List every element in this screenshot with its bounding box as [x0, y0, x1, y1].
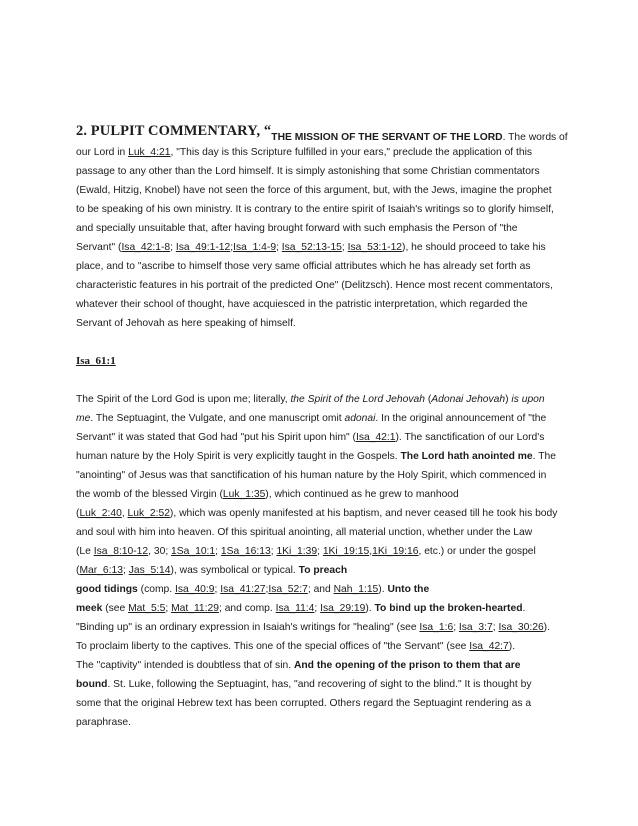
text-run: ), which was openly manifested at his baptism, and never ceased till he took his body	[169, 508, 558, 519]
text-run: ;	[230, 242, 234, 253]
scripture-reference-link[interactable]: 1Sa_10:1	[171, 546, 216, 557]
scripture-reference-link[interactable]: Mat_5:5	[128, 603, 166, 614]
text-run: ;	[122, 565, 129, 576]
text-run: human nature by the Holy Spirit is very explicitly taught in the Gospels.	[76, 451, 401, 462]
text-line	[76, 200, 566, 219]
text-line	[76, 618, 566, 637]
text-run: ;	[165, 603, 172, 614]
text-line	[76, 276, 566, 295]
text-line	[76, 675, 566, 694]
text-run: ;	[215, 546, 221, 557]
text-line	[76, 637, 566, 656]
text-run: , etc.) or under the gospel	[418, 546, 536, 557]
text-line	[76, 694, 566, 713]
text-run: and soul with him into heaven. Of this spiritual anointing, all material unction, whether under the Law	[76, 527, 533, 538]
italic-phrase: the Spirit of the Lord Jehovah	[290, 394, 425, 405]
text-run: ;	[265, 584, 269, 595]
text-run: (Ewald, Hitzig, Knobel) have not seen the force of this argument, but, with the Jews, imagine the prophet	[76, 185, 552, 196]
text-run: ;	[341, 242, 348, 253]
scripture-reference-link[interactable]: Isa_41:27	[220, 584, 266, 595]
text-run: ), which continued as he grew to manhood	[265, 489, 459, 500]
text-run: (Le	[76, 546, 94, 557]
scripture-reference-link[interactable]: Isa_3:7	[458, 622, 493, 633]
text-line	[76, 713, 566, 732]
scripture-reference-link[interactable]: Isa_49:1-12	[175, 242, 231, 253]
paragraph-commentary-intro	[76, 143, 566, 333]
verse-reference-line	[76, 352, 566, 371]
heading-continuation: . The words of	[502, 132, 568, 143]
text-line	[76, 656, 566, 675]
text-run: whatever their school of thought, have acquiesced in the patristic interpretation, which regarded the	[76, 299, 528, 310]
text-line	[76, 504, 566, 523]
scripture-reference-link[interactable]: Isa_52:13-15	[281, 242, 342, 253]
scripture-reference-link[interactable]: 1Sa_16:13	[220, 546, 271, 557]
text-run: Servant of Jehovah as here speaking of himself.	[76, 318, 296, 329]
text-run: passage to any other than the Lord himself. It is simply astonishing that some Christian commentators	[76, 166, 540, 177]
text-run: (	[424, 394, 432, 405]
text-line	[76, 466, 566, 485]
scripture-reference-link[interactable]: 1Ki_1:39	[276, 546, 318, 557]
scripture-reference-link[interactable]: Isa_29:19	[320, 603, 366, 614]
bold-phrase: good tidings	[76, 584, 138, 595]
text-run: our Lord in	[76, 147, 129, 158]
text-run: . The	[532, 451, 556, 462]
text-run: ).	[365, 603, 375, 614]
scripture-reference-link[interactable]: Isa_52:7	[268, 584, 308, 595]
text-run: ,	[121, 508, 128, 519]
text-run: .	[522, 603, 526, 614]
text-line	[76, 143, 566, 162]
paragraph-gap	[76, 371, 566, 390]
text-line	[76, 542, 566, 561]
scripture-reference-link[interactable]: Mat_11:29	[171, 603, 219, 614]
text-run: . The Septuagint, the Vulgate, and one manuscript omit	[90, 413, 345, 424]
text-run: , "This day is this Scripture fulfilled in your ears," preclude the application of this	[170, 147, 533, 158]
italic-phrase: is upon	[511, 394, 545, 405]
text-line	[76, 580, 566, 599]
text-run: and specially unsuitable that, after having brought forward with such emphasis the Person of "the	[76, 223, 518, 234]
text-line	[76, 219, 566, 238]
document-page	[76, 122, 566, 732]
scripture-reference-link[interactable]: Luk_4:21	[128, 147, 171, 158]
text-line	[76, 428, 566, 447]
text-run: ).	[543, 622, 550, 633]
text-run: The Spirit of the Lord God is upon me; literally,	[76, 394, 291, 405]
text-run: . In the original announcement of "the	[375, 413, 547, 424]
text-run: ), he should proceed to take his	[402, 242, 546, 253]
scripture-reference-link[interactable]: Isa_42:1-8	[121, 242, 171, 253]
paragraph-verse-commentary	[76, 390, 566, 732]
text-run: ).	[378, 584, 388, 595]
italic-phrase: Adonai Jehovah	[431, 394, 506, 405]
text-run: to be speaking of his own ministry. It is contrary to the entire spirit of Isaiah's writings so to glorify himself,	[76, 204, 554, 215]
scripture-reference-link[interactable]: Isa_40:9	[174, 584, 215, 595]
text-run: ;	[276, 242, 282, 253]
bold-phrase: bound	[76, 679, 108, 690]
bold-phrase: And the opening of the prison to them that are	[293, 660, 521, 671]
text-run: . St. Luke, following the Septuagint, has, "and recovering of sight to the blind." It is thought by	[107, 679, 532, 690]
italic-phrase: adonai	[344, 413, 376, 424]
text-run: place, and to "ascribe to himself those very same official attributes which he has already set forth as	[76, 261, 531, 272]
text-run: ; and comp.	[218, 603, 276, 614]
text-run: "anointing" of Jesus was that sanctification of his human nature by the Holy Spirit, which commenced in	[76, 470, 547, 481]
text-run: ).	[508, 641, 516, 652]
text-run: (comp.	[137, 584, 175, 595]
heading-tail	[271, 132, 567, 143]
text-run: )	[505, 394, 512, 405]
text-line	[76, 181, 566, 200]
text-line	[76, 447, 566, 466]
text-run: ;	[214, 584, 221, 595]
scripture-reference-link[interactable]: Isa_42:1	[355, 432, 396, 443]
text-run: ;	[170, 242, 176, 253]
text-run: ;	[492, 622, 499, 633]
text-run: ;	[270, 546, 277, 557]
text-run: (	[76, 508, 80, 519]
scripture-reference-link[interactable]: Isa_11:4	[275, 603, 315, 614]
text-line	[76, 599, 566, 618]
text-run: characteristic features in his portrait of the predicted One" (Delitzsch). Hence most recent commentators,	[76, 280, 553, 291]
scripture-reference-link[interactable]: Isa_8:10-12	[93, 546, 149, 557]
text-line	[76, 314, 566, 333]
text-run: some that the original Hebrew text has been corrupted. Others regard the Septuagint rendering as a	[76, 698, 532, 709]
text-run: (	[76, 565, 80, 576]
text-run: (see	[102, 603, 129, 614]
text-line	[76, 561, 566, 580]
scripture-reference-link[interactable]: 1Ki_19:16	[372, 546, 419, 557]
text-line	[76, 409, 566, 428]
scripture-reference-link[interactable]: Jas_5:14	[128, 565, 171, 576]
text-run: ,	[369, 546, 373, 557]
text-line	[76, 485, 566, 504]
heading-title: 2. PULPIT COMMENTARY, “	[76, 123, 272, 139]
text-line	[76, 162, 566, 181]
verse-reference-link[interactable]: Isa_61:1	[76, 355, 116, 367]
scripture-reference-link[interactable]: Nah_1:15	[333, 584, 379, 595]
text-line	[76, 295, 566, 314]
scripture-reference-link[interactable]: Isa_42:7	[469, 641, 509, 652]
heading-line	[76, 122, 566, 142]
text-line	[76, 390, 566, 409]
italic-phrase: me	[76, 413, 91, 424]
text-run: To proclaim liberty to the captives. This one of the special offices of "the Servant" (see	[76, 641, 470, 652]
text-run: "Binding up" is an ordinary expression in Isaiah's writings for "healing" (see	[76, 622, 420, 633]
bold-phrase: The Lord hath anointed me	[400, 451, 533, 462]
scripture-reference-link[interactable]: Isa_30:26	[498, 622, 544, 633]
text-run: paraphrase.	[76, 717, 131, 728]
bold-phrase: To bind up the broken-hearted	[374, 603, 523, 614]
scripture-reference-link[interactable]: Isa_1:4-9	[233, 242, 277, 253]
text-run: The "captivity" intended is doubtless that of sin.	[76, 660, 294, 671]
text-run: ). The sanctification of our Lord's	[395, 432, 545, 443]
text-run: Servant" (	[76, 242, 122, 253]
scripture-reference-link[interactable]: Luk_2:52	[127, 508, 170, 519]
text-run: ; and	[307, 584, 334, 595]
text-run: the womb of the blessed Virgin (	[76, 489, 223, 500]
scripture-reference-link[interactable]: 1Ki_19:15	[322, 546, 370, 557]
text-run: Servant" it was stated that God had "put his Spirit upon him" (	[76, 432, 356, 443]
section-title: THE MISSION OF THE SERVANT OF THE LORD	[271, 132, 503, 143]
text-run: ;	[314, 603, 321, 614]
paragraph-gap	[76, 333, 566, 352]
text-run: ;	[453, 622, 459, 633]
text-line	[76, 257, 566, 276]
scripture-reference-link[interactable]: Isa_1:6	[419, 622, 454, 633]
scripture-reference-link[interactable]: Isa_53:1-12	[347, 242, 403, 253]
scripture-reference-link[interactable]: Luk_1:35	[222, 489, 266, 500]
text-line	[76, 238, 566, 257]
bold-phrase: To preach	[298, 565, 348, 576]
bold-phrase: Unto the	[387, 584, 430, 595]
scripture-reference-link[interactable]: Luk_2:40	[79, 508, 122, 519]
bold-phrase: meek	[76, 603, 103, 614]
text-line	[76, 523, 566, 542]
scripture-reference-link[interactable]: Mar_6:13	[79, 565, 123, 576]
text-run: , 30;	[148, 546, 172, 557]
text-run: ;	[317, 546, 323, 557]
text-run: ), was symbolical or typical.	[170, 565, 299, 576]
